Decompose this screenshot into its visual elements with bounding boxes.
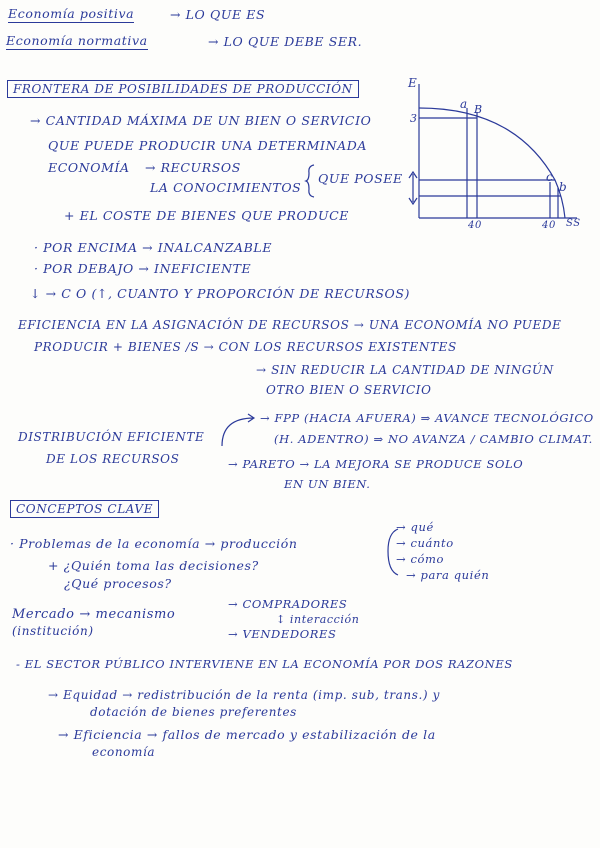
fpp-line1: → FPP (HACIA AFUERA) ⇒ AVANCE TECNOLÓGICO <box>260 411 594 425</box>
sector-line2: → Equidad → redistribución de la renta (imp. sub, trans.) y <box>48 688 440 702</box>
ppf-def-line1: → CANTIDAD MÁXIMA DE UN BIEN O SERVICIO <box>30 113 372 128</box>
ppf-graph <box>405 78 585 238</box>
fpp-line1-text: FPP (HACIA AFUERA) ⇒ AVANCE TECNOLÓGICO <box>274 411 594 425</box>
ppf-axis-x-label: SS <box>566 218 581 229</box>
problems-line2: + ¿Quién toma las decisiones? <box>48 558 259 573</box>
problems-line1: · Problemas de la economía → producción <box>10 536 298 551</box>
problems-line3: ¿Qué procesos? <box>64 576 172 591</box>
distribution-label-1: DISTRIBUCIÓN EFICIENTE <box>18 430 205 444</box>
ppf-point-B: B <box>474 103 483 116</box>
ppf-tick-y: 3 <box>410 112 418 125</box>
ppf-above: · POR ENCIMA → INALCANZABLE <box>34 240 273 255</box>
ppf-def-recursos: → RECURSOS <box>145 160 241 175</box>
positive-economy-def: → LO QUE ES <box>170 7 266 22</box>
ppf-double-arrow <box>409 172 417 204</box>
ppf-title: FRONTERA DE POSIBILIDADES DE PRODUCCIÓN <box>7 80 359 98</box>
ppf-curve <box>419 108 568 218</box>
efficiency-line2: PRODUCIR + BIENES /S → CON LOS RECURSOS EXISTENTES <box>34 340 457 354</box>
ppf-tick-x2: 40 <box>542 220 556 231</box>
normative-economy-def: → LO QUE DEBE SER. <box>208 34 363 49</box>
question-como: → cómo <box>396 552 445 566</box>
mercado-interaccion: ↕ interacción <box>276 613 360 626</box>
mercado-vendedores: → VENDEDORES <box>228 627 337 641</box>
key-concepts-title: CONCEPTOS CLAVE <box>10 500 159 518</box>
normative-def-text: LO QUE DEBE SER. <box>223 34 363 49</box>
ppf-def-line2: QUE PUEDE PRODUCIR UNA DETERMINADA <box>48 138 368 153</box>
distribution-label-2: DE LOS RECURSOS <box>46 452 180 466</box>
interaccion-text: interacción <box>289 613 360 626</box>
ppf-tick-x1: 40 <box>468 220 482 231</box>
ppf-def-line3: ECONOMÍA <box>48 160 130 175</box>
sector-line1: - EL SECTOR PÚBLICO INTERVIENE EN LA ECONOMÍA POR DOS RAZONES <box>16 657 513 671</box>
ppf-point-c: c <box>546 170 554 184</box>
ppf-below: · POR DEBAJO → INEFICIENTE <box>34 261 252 276</box>
efficiency-line4: OTRO BIEN O SERVICIO <box>266 383 432 397</box>
distribution-arrow <box>218 414 258 448</box>
ppf-co-line: ↓ → C O (↑, CUANTO Y PROPORCIÓN DE RECURSOS) <box>30 286 411 301</box>
sector-line5: economía <box>92 745 156 759</box>
recursos-text: RECURSOS <box>160 160 241 175</box>
ppf-def-line1-text: CANTIDAD MÁXIMA DE UN BIEN O SERVICIO <box>45 113 372 128</box>
ppf-def-que-posee: QUE POSEE <box>318 171 403 186</box>
fpp-line2: (H. ADENTRO) ⇒ NO AVANZA / CAMBIO CLIMAT. <box>274 432 593 446</box>
efficiency-line1: EFICIENCIA EN LA ASIGNACIÓN DE RECURSOS → UNA ECONOMÍA NO PUEDE <box>18 318 562 332</box>
pareto-line1: → PARETO → LA MEJORA SE PRODUCE SOLO <box>228 457 524 471</box>
mercado-compradores: → COMPRADORES <box>228 597 348 611</box>
question-para-quien: → para quién <box>406 568 490 582</box>
sector-line4: → Eficiencia → fallos de mercado y estabilización de la <box>58 727 436 742</box>
ppf-point-b: b <box>559 180 568 194</box>
mercado-line1: Mercado → mecanismo <box>12 607 176 622</box>
mercado-line2: (institución) <box>12 624 94 638</box>
question-cuanto: → cuánto <box>396 536 454 550</box>
pareto-line2: EN UN BIEN. <box>284 477 371 491</box>
ppf-point-a: a <box>460 97 468 111</box>
curly-brace <box>306 164 316 198</box>
ppf-def-coste: + EL COSTE DE BIENES QUE PRODUCE <box>64 208 350 223</box>
normative-economy-term: Economía normativa <box>6 33 148 48</box>
question-que: → qué <box>396 520 434 534</box>
efficiency-line3: → SIN REDUCIR LA CANTIDAD DE NINGÚN <box>256 363 554 377</box>
ppf-def-conocimientos: LA CONOCIMIENTOS <box>150 180 302 195</box>
positive-def-text: LO QUE ES <box>185 7 266 22</box>
sector-line3: dotación de bienes preferentes <box>90 705 297 719</box>
positive-economy-term: Economía positiva <box>8 6 135 21</box>
ppf-axis-y-label: E <box>408 76 418 90</box>
